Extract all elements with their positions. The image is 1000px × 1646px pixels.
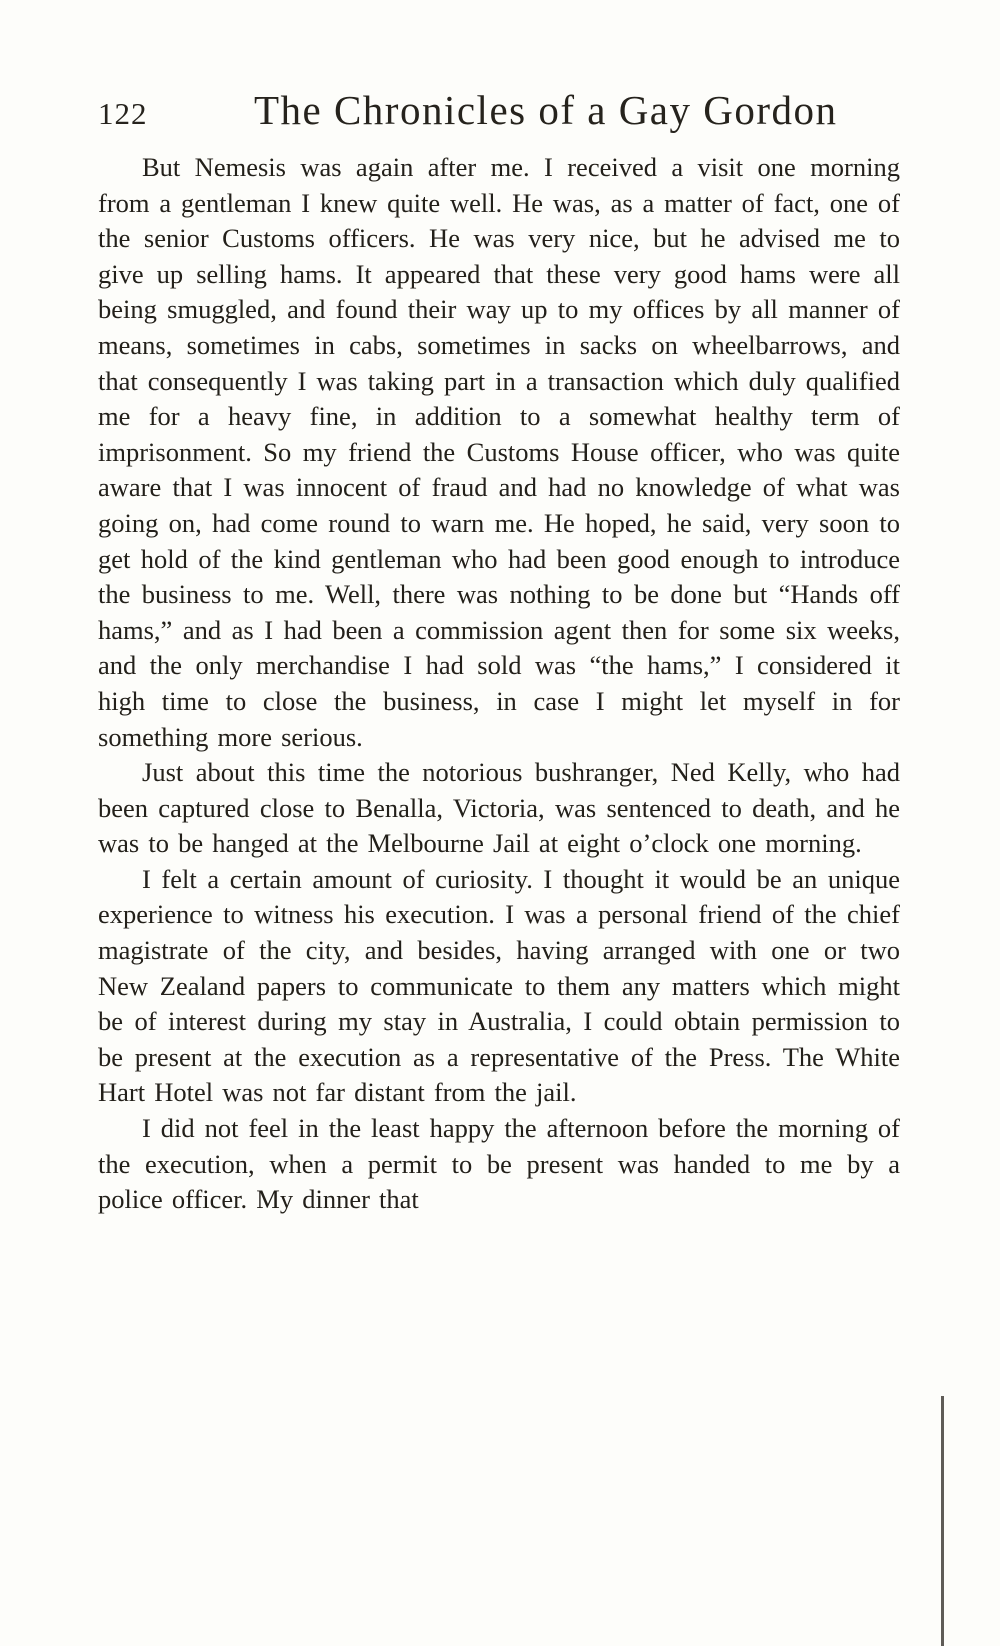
paragraph: But Nemesis was again after me. I received a visit one morning from a gentleman I knew quite well. He was, as a matter of fact, one of the senior Customs officers. He was very nice, but he advised me to give up selling hams. It appeared that these very good hams were all being smuggled, and found their way up to my offices by all manner of means, sometimes in cabs, sometimes in sacks on wheelbarrows, and that consequently I was taking part in a transaction which duly qualified me for a heavy fine, in addition to a somewhat healthy term of imprisonment. So my friend the Customs House officer, who was quite aware that I was innocent of fraud and had no knowledge of what was going on, had come round to warn me. He hoped, he said, very soon to get hold of the kind gentleman who had been good enough to introduce the business to me. Well, there was nothing to be done but “Hands off hams,” and as I had been a commission agent then for some six weeks, and the only merchandise I had sold was “the hams,” I considered it high time to close the business, in case I might let myself in for something more serious. — [98, 152, 900, 752]
paragraph: I did not feel in the least happy the afternoon before the morning of the execution, when a permit to be present was handed to me by a police officer. My dinner that — [98, 1113, 900, 1215]
page-header — [98, 86, 900, 134]
body-text — [98, 150, 900, 1218]
scan-artifact-line — [941, 1396, 944, 1646]
paragraph: Just about this time the notorious bushranger, Ned Kelly, who had been captured close to Benalla, Victoria, was sentenced to death, and he was to be hanged at the Melbourne Jail at eight o’clock one morning. — [98, 757, 900, 859]
page-title: The Chronicles of a Gay Gordon — [253, 87, 838, 133]
page-number: 122 — [98, 96, 148, 131]
paragraph: I felt a certain amount of curiosity. I thought it would be an unique experience to witness his execution. I was a personal friend of the chief magistrate of the city, and besides, having arranged with one or two New Zealand papers to communicate to them any matters which might be of interest during my stay in Australia, I could obtain permission to be present at the execution as a representative of the Press. The White Hart Hotel was not far distant from the jail. — [98, 863, 900, 1108]
